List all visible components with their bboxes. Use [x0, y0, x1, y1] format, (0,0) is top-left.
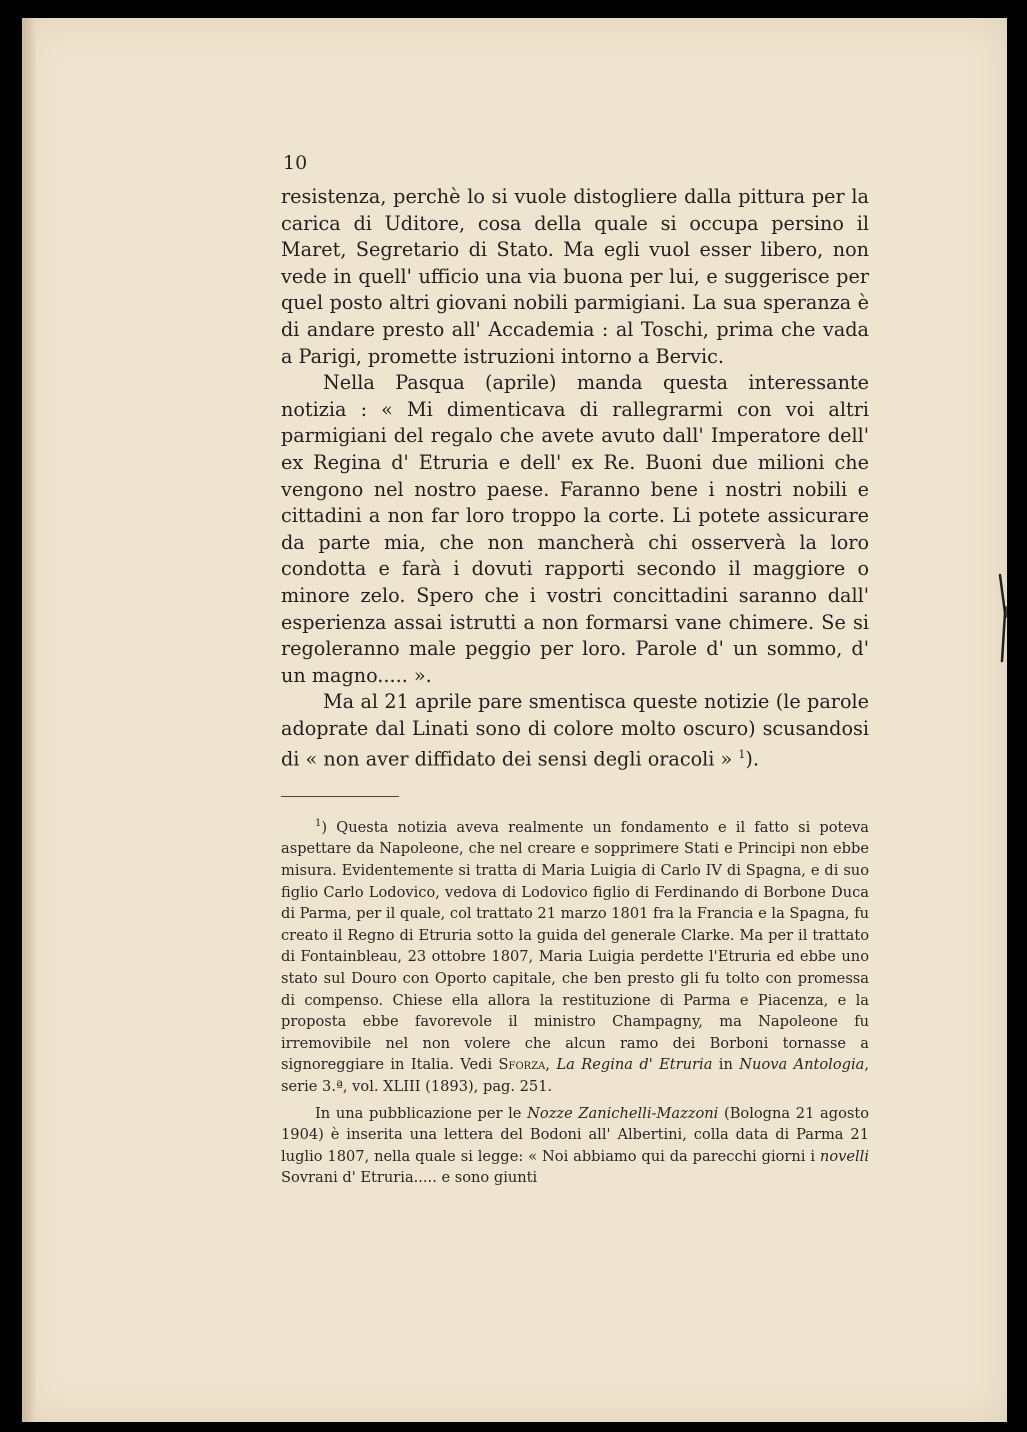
footnote-1-continuation: [281, 1103, 869, 1189]
book-page: [22, 18, 1007, 1422]
footnote-reference: 1: [738, 748, 746, 762]
footnote-in: in: [712, 1056, 740, 1074]
footnote-1-text: ) Questa notizia aveva realmente un fondamento e il fatto si poteva aspettare da Napoleone, che nel creare e sopprimere Stati e Principi non ebbe misura. Evidentemente si tratta di Maria Luigia di Carlo IV di Spagna, e di suo figlio Carlo Lodovico, vedova di Lodovico figlio di Ferdinando di Borbone Duca di Parma, per il quale, col trattato 21 marzo 1801 fra la Francia e la Spagna, fu creato il Regno di Etruria sotto la guida del generale Clarke. Ma per il trattato di Fontainbleau, 23 ottobre 1807, Maria Luigia perdette l'Etruria ed ebbe uno stato sul Douro con Oporto capitale, che ben presto gli fu tolto con promessa di compenso. Chiese ella allora la restituzione di Parma e Piacenza, e la proposta ebbe favorevole il ministro Champagny, ma Napoleone fu irremovibile nel non volere che alcun ramo dei Borboni tornasse a signoreggiare in Italia. Vedi: [281, 818, 869, 1074]
footnotes: [281, 813, 869, 1189]
footnote-2-text-c: Sovrani d' Etruria..... e sono giunti: [281, 1169, 538, 1187]
footnote-citation: , serie 3.ª, vol. XLIII (1893), pag. 251.: [281, 1056, 869, 1095]
footnote-2-text-a: In una pubblicazione per le: [315, 1104, 528, 1122]
footnote-author: Sforza: [498, 1056, 546, 1074]
footnote-1: [281, 813, 869, 1098]
footnote-2-text-b: (Bologna 21 agosto 1904) è inserita una lettera del Bodoni all' Albertini, colla data di Parma 21 luglio 1807, nella quale si legge: « Noi abbiamo qui da parecchi giorni i: [281, 1104, 870, 1165]
paragraph-3-end: ).: [745, 747, 759, 771]
footnote-work-title: La Regina d' Etruria: [556, 1056, 713, 1074]
footnote-2-italic: novelli: [819, 1147, 869, 1165]
footnote-journal: Nuova Antologia: [739, 1056, 865, 1074]
paragraph-2: Nella Pasqua (aprile) manda questa interessante notizia : « Mi dimenticava di rallegrarmi con voi altri parmigiani del regalo che avete avuto dall' Imperatore dell' ex Regina d' Etruria e dell' ex Re. Buoni due milioni che vengono nel nostro paese. Faranno bene i nostri nobili e cittadini a non far loro troppo la corte. Li potete assicurare da parte mia, che non mancherà chi osserverà la loro condotta e farà i dovuti rapporti secondo il maggiore o minore zelo. Spero che i vostri concittadini saranno dall' esperienza assai istrutti a non formarsi vane chimere. Se si regoleranno male peggio per loro. Parole d' un sommo, d' un magno..... ».: [281, 371, 869, 687]
page-number: 10: [283, 152, 308, 174]
footnote-2-title: Nozze Zanichelli-Mazzoni: [527, 1104, 719, 1122]
pencil-margin-mark: [997, 573, 1009, 663]
main-text: [281, 184, 869, 773]
footnote-separator: ,: [545, 1056, 557, 1074]
paragraph-3: [281, 689, 869, 773]
paragraph-3-text: Ma al 21 aprile pare smentisca queste notizie (le parole adoprate dal Linati sono di colore molto oscuro) scusandosi di « non aver diffidato dei sensi degli oracoli »: [281, 690, 869, 771]
page-spine-shadow: [22, 18, 36, 1422]
paragraph-1: resistenza, perchè lo si vuole distogliere dalla pittura per la carica di Uditore, cosa della quale si occupa persino il Maret, Segretario di Stato. Ma egli vuol esser libero, non vede in quell' ufficio una via buona per lui, e suggerisce per quel posto altri giovani nobili parmigiani. La sua speranza è di andare presto all' Accademia : al Toschi, prima che vada a Parigi, promette istruzioni intorno a Bervic.: [281, 185, 869, 368]
footnote-divider: [281, 796, 399, 797]
footnote-1-marker: 1: [315, 818, 322, 829]
